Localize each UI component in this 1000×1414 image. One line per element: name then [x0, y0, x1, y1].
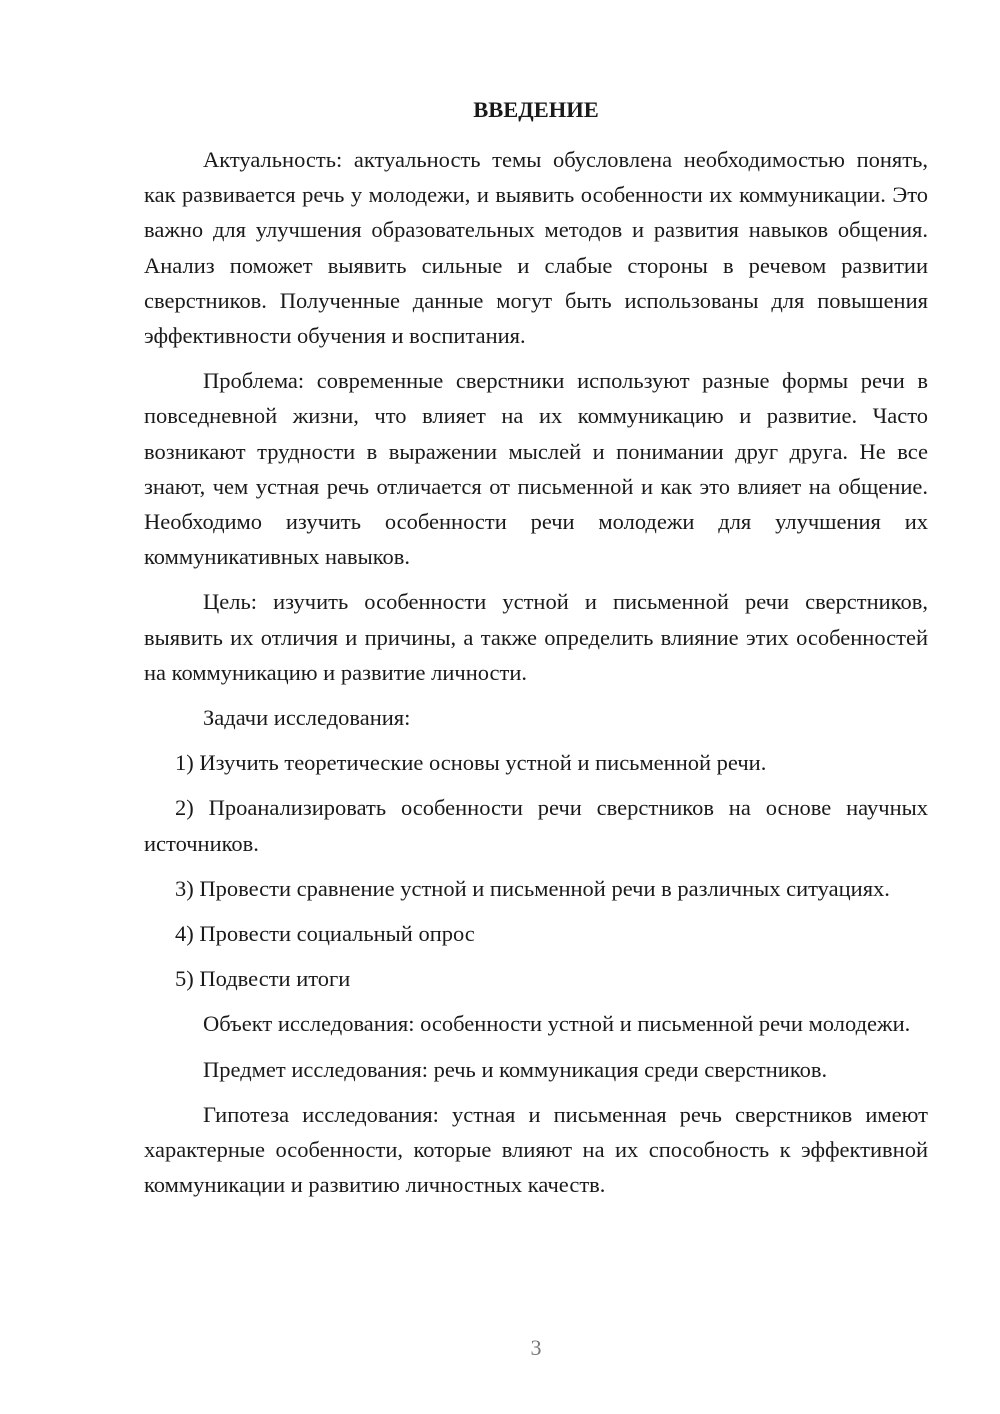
task-item: 1) Изучить теоретические основы устной и письменной речи. [175, 750, 767, 776]
task-item: 4) Провести социальный опрос [175, 921, 475, 947]
task-item: 2) Проанализировать особенности речи сверстников на основе научных источников. [144, 795, 928, 856]
hypothesis-paragraph: Гипотеза исследования: устная и письменная речь сверстников имеют характерные особенности, которые влияют на их способность к эффективной коммуникации и развитию личностных качеств. [144, 1101, 928, 1198]
section-title: ВВЕДЕНИЕ [473, 97, 599, 122]
task-item: 5) Подвести итоги [175, 966, 351, 992]
task-item: 3) Провести сравнение устной и письменной речи в различных ситуациях. [175, 875, 890, 901]
tasks-heading: Задачи исследования: [203, 705, 411, 731]
goal-paragraph: Цель: изучить особенности устной и письменной речи сверстников, выявить их отличия и причины, а также определить влияние этих особенностей на коммуникацию и развитие личности. [144, 589, 928, 685]
relevance-paragraph: Актуальность: актуальность темы обусловлена необходимостью понять, как развивается речь у молодежи, и выявить особенности их коммуникации. Это важно для улучшения образовательных методов и развития навыков общения. Анализ поможет выявить сильные и слабые стороны в речевом развитии сверстников. Полученные данные могут быть использованы для повышения эффективности обучения и воспитания. [144, 147, 928, 349]
page-number: 3 [530, 1335, 542, 1360]
document-body [144, 142, 928, 1202]
object-paragraph: Объект исследования: особенности устной и письменной речи молодежи. [203, 1011, 911, 1037]
subject-paragraph: Предмет исследования: речь и коммуникация среди сверстников. [203, 1056, 828, 1082]
problem-paragraph: Проблема: современные сверстники используют разные формы речи в повседневной жизни, что влияет на их коммуникацию и развитие. Часто возникают трудности в выражении мыслей и понимании друг друга. Не все знают, чем устная речь отличается от письменной и как это влияет на общение. Необходимо изучить особенности речи молодежи для улучшения их коммуникативных навыков. [144, 368, 928, 570]
